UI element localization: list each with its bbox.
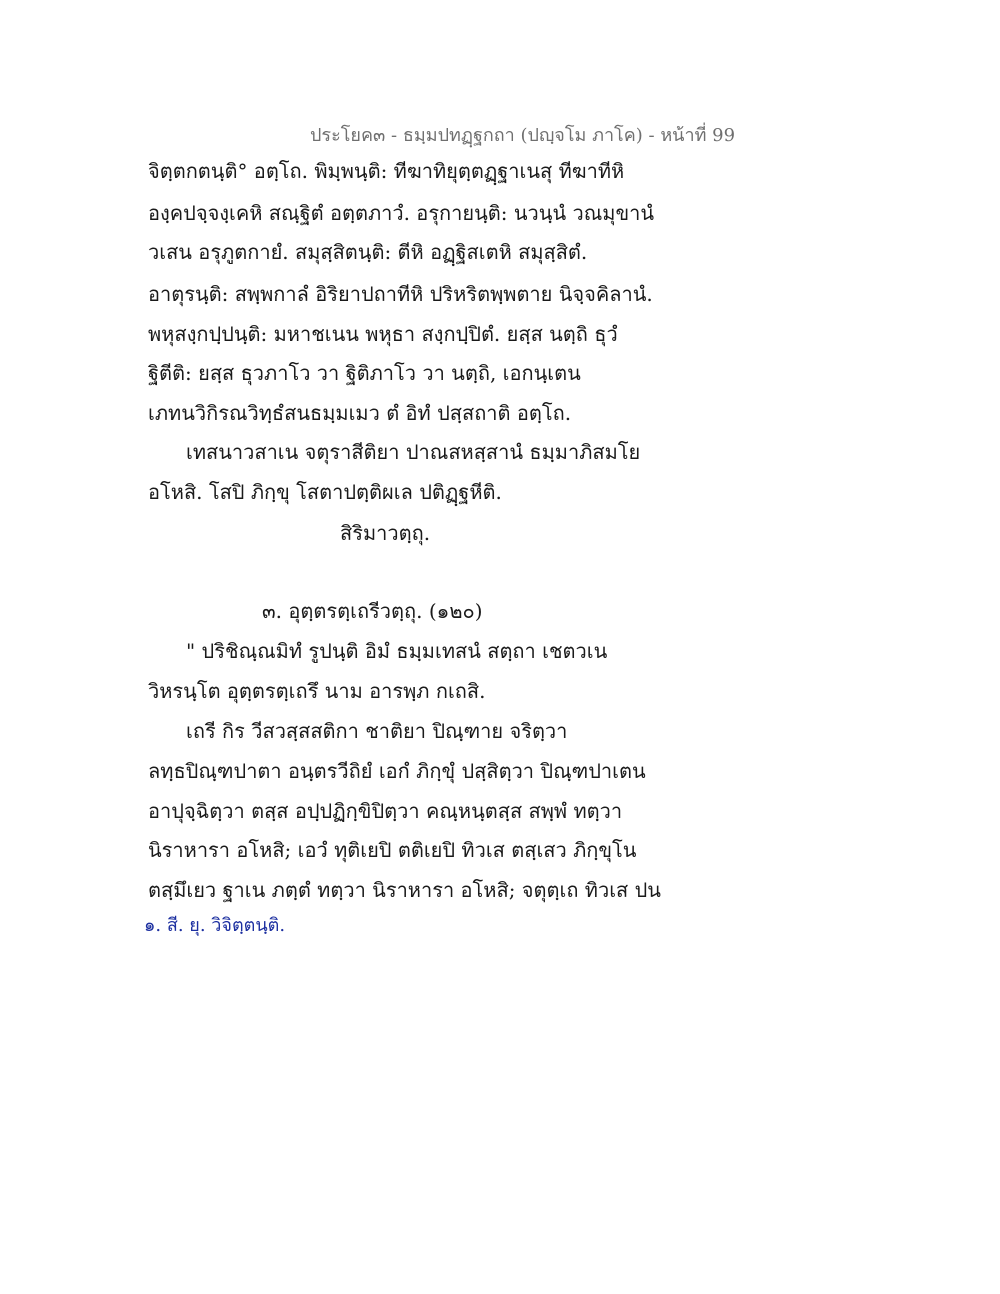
- text-line: อโหสิ. โสปิ ภิกฺขุ โสตาปตฺติผเล ปติฏฺฐหีติ.: [148, 480, 502, 504]
- text-line: จิตฺตกตนฺติ° อตฺโถ. พิมฺพนฺติ: ทีฆาทิยุตฺตฏฺฐาเนสุ ทีฆาทีหิ: [148, 159, 625, 183]
- story-closing: สิริมาวตฺถุ.: [340, 521, 431, 545]
- text-line: วิหรนฺโต อุตฺตรตฺเถรึ นาม อารพฺภ กเถสิ.: [148, 679, 486, 703]
- text-line: อาตุรนฺติ: สพฺพกาลํ อิริยาปถาทีหิ ปริหริตพฺพตาย นิจฺจคิลานํ.: [148, 282, 653, 306]
- running-header: ประโยค๓ - ธมฺมปทฏฺฐกถา (ปญฺจโม ภาโค) - หน้าที่ 99: [310, 125, 736, 146]
- section-heading: ๓. อุตฺตรตฺเถรีวตฺถุ. (๑๒๐): [262, 599, 483, 623]
- text-line: ฐิตีติ: ยสฺส ธุวภาโว วา ฐิติภาโว วา นตฺถิ, เอกนฺเตน: [148, 361, 581, 385]
- text-line: ตสฺมึเยว ฐาเน ภตฺตํ ทตฺวา นิราหารา อโหสิ; จตุตฺเถ ทิวเส ปน: [148, 878, 661, 902]
- text-line: นิราหารา อโหสิ; เอวํ ทุติเยปิ ตติเยปิ ทิวเส ตสฺเสว ภิกฺขุโน: [148, 838, 637, 862]
- text-line: เถรี กิร วีสวสฺสสติกา ชาติยา ปิณฺฑาย จริตฺวา: [186, 719, 568, 743]
- text-line: " ปริชิณฺณมิทํ รูปนฺติ อิมํ ธมฺมเทสนํ สตฺถา เชตวเน: [186, 639, 608, 663]
- text-line: ลทฺธปิณฺฑปาตา อนฺตรวีถิยํ เอกํ ภิกฺขุํ ปสฺสิตฺวา ปิณฺฑปาเตน: [148, 759, 646, 783]
- text-line: อาปุจฺฉิตฺวา ตสฺส อปฺปฏิกฺขิปิตฺวา คณฺหนฺตสฺส สพฺพํ ทตฺวา: [148, 799, 623, 823]
- text-line: เภทนวิกิรณวิทฺธํสนธมฺมเมว ตํ อิทํ ปสฺสถาติ อตฺโถ.: [148, 401, 572, 425]
- text-line: วเสน อรุภูตกายํ. สมุสฺสิตนฺติ: ตีหิ อฏฺฐิสเตหิ สมุสฺสิตํ.: [148, 240, 588, 264]
- footnote: ๑. สี. ยุ. วิจิตฺตนฺติ.: [144, 915, 286, 936]
- text-line: พหุสงฺกปฺปนฺติ: มหาชเนน พหุธา สงฺกปฺปิตํ. ยสฺส นตฺถิ ธุวํ: [148, 322, 618, 346]
- text-line: องฺคปจฺจงฺเคหิ สณฺฐิตํ อตฺตภาวํ. อรุกายนฺติ: นวนฺนํ วณมุขานํ: [148, 201, 655, 225]
- text-line: เทสนาวสาเน จตุราสีติยา ปาณสหสฺสานํ ธมฺมาภิสมโย: [186, 440, 641, 464]
